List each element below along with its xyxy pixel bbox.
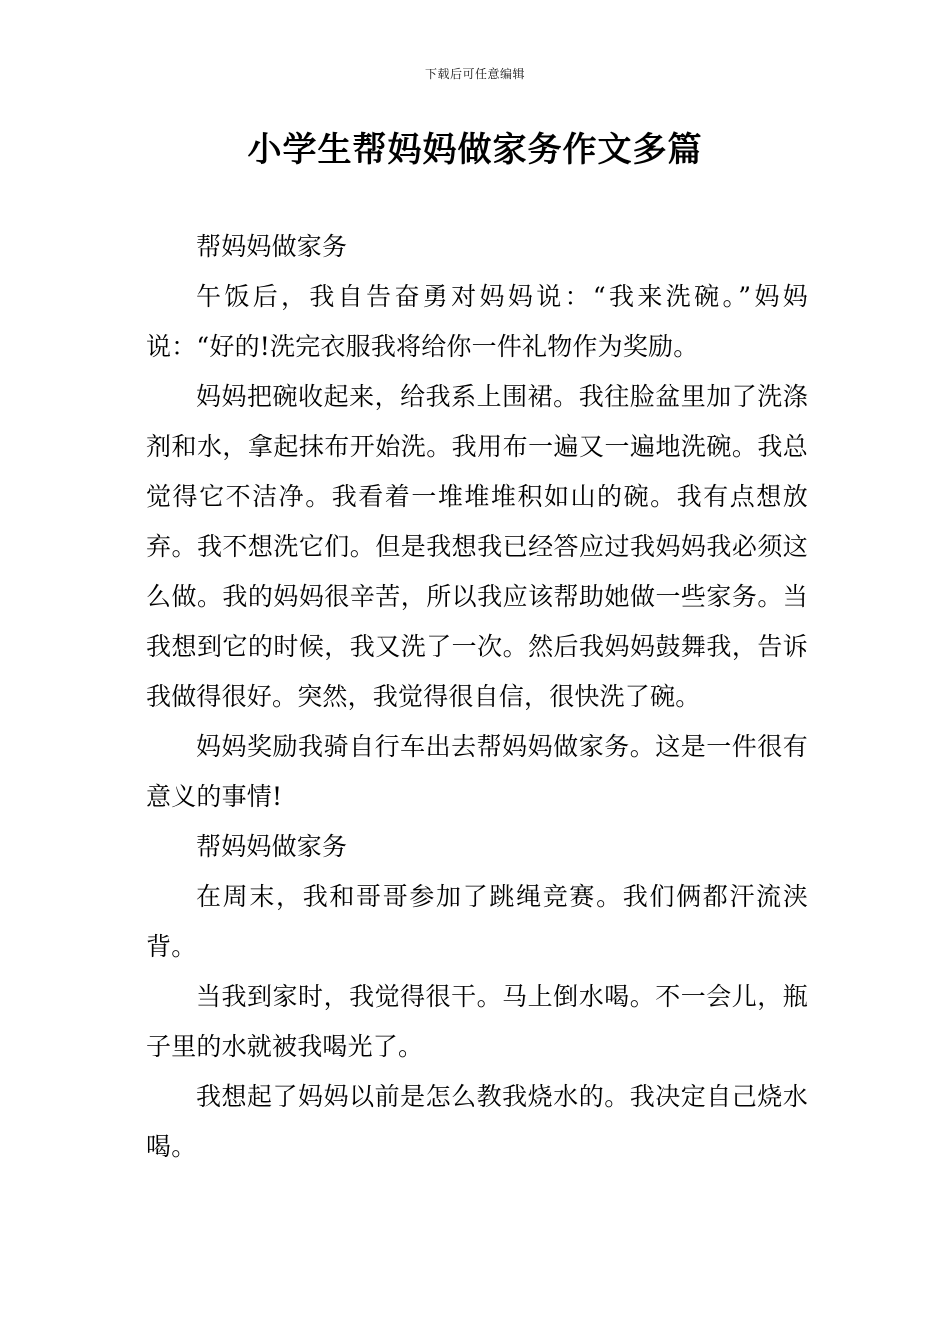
paragraph: 我想起了妈妈以前是怎么教我烧水的。我决定自己烧水喝。: [146, 1082, 808, 1161]
document-body: [146, 222, 808, 1172]
paragraph: 当我到家时，我觉得很干。马上倒水喝。不一会儿，瓶子里的水就被我喝光了。: [146, 982, 808, 1061]
document-title: 小学生帮妈妈做家务作文多篇: [247, 130, 703, 170]
paragraph: 午饭后，我自告奋勇对妈妈说：“我来洗碗。”妈妈说：“好的!洗完衣服我将给你一件礼物作为奖励。: [146, 282, 808, 361]
paragraph: 妈妈奖励我骑自行车出去帮妈妈做家务。这是一件很有意义的事情!: [146, 732, 808, 811]
paragraph: 在周末，我和哥哥参加了跳绳竞赛。我们俩都汗流浃背。: [146, 882, 808, 961]
header-note: 下载后可任意编辑: [424, 67, 525, 81]
paragraph: 妈妈把碗收起来，给我系上围裙。我往脸盆里加了洗涤剂和水，拿起抹布开始洗。我用布一遍又一遍地洗碗。我总觉得它不洁净。我看着一堆堆堆积如山的碗。我有点想放弃。我不想洗它们。但是我想我已经答应过我妈妈我必须这么做。我的妈妈很辛苦，所以我应该帮助她做一些家务。当我想到它的时候，我又洗了一次。然后我妈妈鼓舞我，告诉我做得很好。突然，我觉得很自信，很快洗了碗。: [146, 382, 808, 711]
paragraph-section-heading: 帮妈妈做家务: [196, 832, 348, 861]
paragraph-section-heading: 帮妈妈做家务: [196, 232, 348, 261]
